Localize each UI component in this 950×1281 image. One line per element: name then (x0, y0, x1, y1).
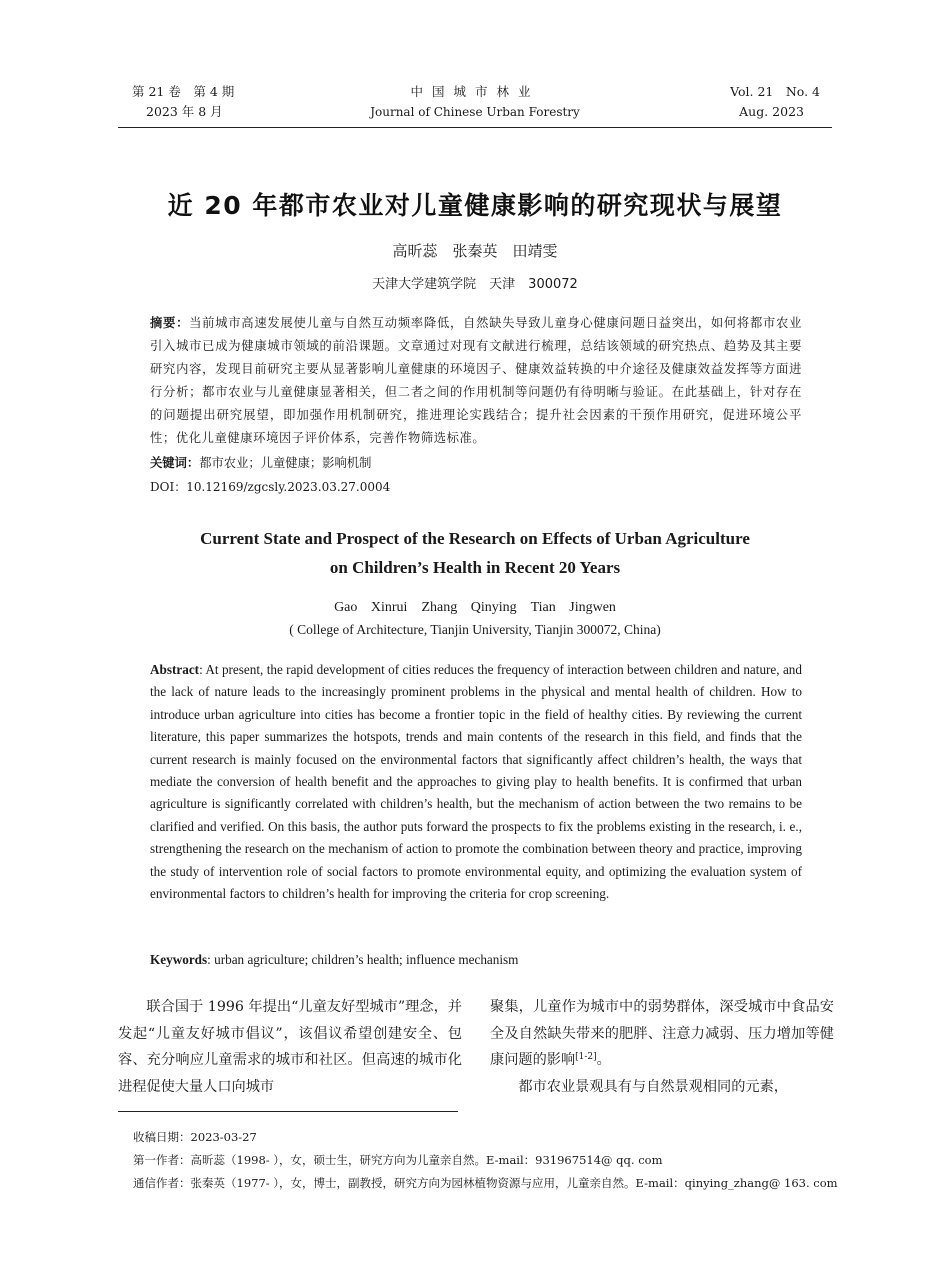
doi: DOI：10.12169/zgcsly.2023.03.27.0004 (150, 480, 391, 494)
footnote-received: 收稿日期：2023-03-27 (133, 1130, 257, 1144)
article-title-en-line1: Current State and Prospect of the Research on Effects of Urban Agriculture (200, 529, 750, 548)
body-paragraph: 都市农业景观具有与自然景观相同的元素， (518, 1078, 788, 1095)
keywords-en-label: Keywords (150, 952, 208, 967)
header-rule (118, 127, 832, 128)
keywords-cn-label: 关键词： (150, 456, 200, 470)
body-text: 聚集，儿童作为城市中的弱势群体，深受城市中食品安全及自然缺失带来的肥胖、注意力减弱、压力增加等健康问题的影响 (490, 999, 834, 1068)
body-paragraph-continued (490, 994, 834, 1074)
issue-date-en: Aug. 2023 (739, 104, 804, 119)
abstract-cn-label: 摘要： (150, 316, 190, 330)
keywords-en: Keywords: urban agriculture; children’s health; influence mechanism (150, 952, 519, 967)
volume-issue: 第 21 卷 第 4 期 (132, 84, 235, 99)
article-title-en (0, 524, 950, 582)
citation[interactable]: [1-2] (575, 1052, 597, 1062)
abstract-en: Abstract: At present, the rapid development of cities reduces the frequency of interaction between children and nature, and the lack of nature leads to the increasingly prominent problems in the physical and mental health of children. How to introduce urban agriculture into cities has become a frontier topic in the field of healthy cities. By reviewing the current literature, this paper summarizes the hotspots, trends and main contents of the research in this field, and finds that the current research is mainly focused on the environmental factors that significantly affect children’s health, the ways that mediate the conversion of health benefit and the approaches to giving play to health benefits. It is confirmed that urban agriculture is significantly correlated with children’s health, but the mechanism of action between the two remains to be clarified and verified. On this basis, the author puts forward the prospects to fix the problems existing in the research, i. e., strengthening the research on the mechanism of action to promote the combination between theory and practice, improving the study of intervention role of social factors to promote environmental equity, and optimizing the evaluation system of environmental factors to children’s health for improving the criteria for crop screening. (150, 662, 802, 902)
footnote-corresponding-author: 通信作者：张秦英（1977- ），女，博士，副教授，研究方向为园林植物资源与应用，儿童亲自然。E-mail：qinying_zhang@ 163. com (133, 1176, 838, 1190)
article-title-en-line2: on Children’s Health in Recent 20 Years (329, 558, 621, 577)
abstract-cn-text: 当前城市高速发展使儿童与自然互动频率降低，自然缺失导致儿童身心健康问题日益突出，如何将都市农业引入城市已成为健康城市领域的前沿课题。文章通过对现有文献进行梳理，总结该领域的研究热点、趋势及其主要研究内容，发现目前研究主要从显著影响儿童健康的环境因子、健康效益转换的中介途径及健康效益发挥等方面进行分析；都市农业与儿童健康显著相关，但二者之间的作用机制等问题仍有待明晰与验证。在此基础上，针对存在的问题提出研究展望，即加强作用机制研究，推进理论实践结合；提升社会因素的干预作用研究，促进环境公平性；优化儿童健康环境因子评价体系，完善作物筛选标准。 (150, 316, 802, 445)
authors-en: Gao Xinrui Zhang Qinying Tian Jingwen (334, 600, 616, 615)
header-right (730, 82, 820, 122)
authors-cn: 高昕蕊 张秦英 田靖雯 (392, 242, 558, 260)
journal-name-en: Journal of Chinese Urban Forestry (370, 105, 580, 119)
keywords-cn-text: 都市农业；儿童健康；影响机制 (199, 456, 372, 470)
issue-date-cn: 2023 年 8 月 (146, 104, 223, 119)
abstract-en-label: Abstract (150, 662, 200, 677)
footnote-rule (118, 1111, 458, 1112)
body-column-left (118, 994, 462, 1100)
abstract-en-text: At present, the rapid development of cities reduces the frequency of interaction between children and nature, and the lack of nature leads to the increasingly prominent problems in the physical and mental health of children. How to introduce urban agriculture into cities has become a frontier topic in the field of healthy cities. By reviewing the current literature, this paper summarizes the hotspots, trends and main contents of the research in this field, and finds that the current research is mainly focused on the environmental factors that significantly affect children’s health, the ways that mediate the conversion of health benefit and the approaches to giving play to health benefits. It is confirmed that urban agriculture is significantly correlated with children’s health, but the mechanism of action between the two remains to be clarified and verified. On this basis, the author puts forward the prospects to fix the problems existing in the research, i. e., strengthening the research on the mechanism of action to promote the combination between theory and practice, improving the study of intervention role of social factors to promote environmental equity, and optimizing the evaluation system of environmental factors to children’s health for improving the criteria for crop screening. (150, 662, 802, 902)
affiliation-en: ( College of Architecture, Tianjin University, Tianjin 300072, China) (289, 622, 661, 637)
article-title-cn: 近 20 年都市农业对儿童健康影响的研究现状与展望 (167, 191, 783, 220)
body-paragraph: 联合国于 1996 年提出“儿童友好型城市”理念，并发起“儿童友好城市倡议”，该倡议希望创建安全、包容、充分响应儿童需求的城市和社区。但高速的城市化进程促使大量人口向城市 (118, 999, 462, 1095)
abstract-cn (150, 312, 802, 450)
running-header (118, 82, 832, 126)
journal-name-cn: 中国城市林业 (410, 84, 540, 99)
keywords-cn (150, 452, 802, 475)
footnote-first-author: 第一作者：高昕蕊（1998- ），女，硕士生，研究方向为儿童亲自然。E-mail：931967514@ qq. com (133, 1153, 663, 1167)
keywords-en-text: urban agriculture; children’s health; influence mechanism (214, 952, 519, 967)
header-center (118, 82, 832, 122)
affiliation-cn: 天津大学建筑学院 天津 300072 (372, 277, 578, 292)
body-text-end: 。 (596, 1052, 611, 1068)
body-column-right (490, 994, 834, 1100)
volume-number-en: Vol. 21 No. 4 (730, 84, 820, 99)
